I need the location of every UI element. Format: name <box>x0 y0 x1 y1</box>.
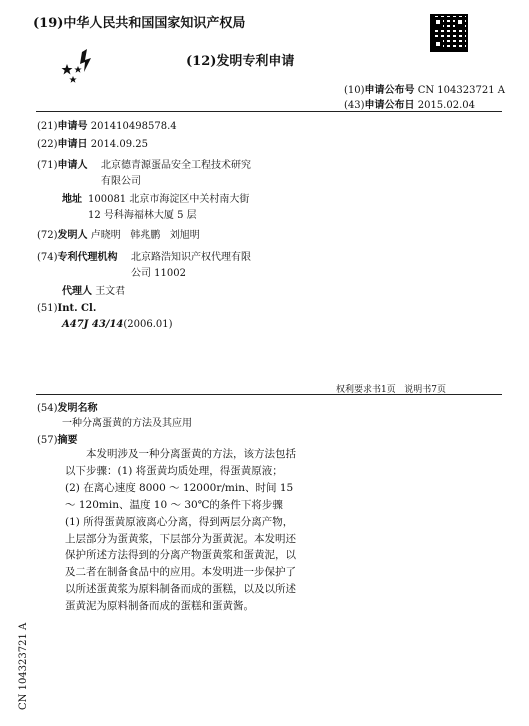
agency-label: 专利代理机构 <box>57 252 118 263</box>
abstract-section-header <box>37 431 78 446</box>
pub-no-code: (10) <box>344 85 365 96</box>
doc-type-label: 发明专利申请 <box>216 54 295 69</box>
agent-value: 王文君 <box>95 286 126 297</box>
pub-no-value: CN 104323721 A <box>417 85 505 96</box>
applicant-row <box>37 156 88 171</box>
agent-label: 代理人 <box>62 286 92 297</box>
title-section-header <box>37 399 98 414</box>
title-label: 发明名称 <box>57 403 98 414</box>
applicant-line-1: 北京德青源蛋品安全工程技术研究 <box>101 160 251 171</box>
applicant-line-2: 有限公司 <box>101 176 141 187</box>
application-number-row <box>37 117 177 132</box>
agency-code: (74) <box>37 252 58 263</box>
inventor-row <box>37 226 200 241</box>
intcl-label: Int. Cl. <box>57 303 97 314</box>
intcl-version: (2006.01) <box>123 319 173 330</box>
inventor-code: (72) <box>37 230 58 241</box>
office-header <box>33 12 245 31</box>
abstract-code: (57) <box>37 435 58 446</box>
qr-finder-icon <box>433 17 443 27</box>
abstract-text: 本发明涉及一种分离蛋黄的方法，该方法包括以下步骤：(1) 将蛋黄均质处理，得蛋黄原液；(2) 在离心速度 8000 ～ 12000r/min、时间 15 ～ 120min、温度 10 ～ 30℃的条件下将步骤 (1) 所得蛋黄原液离心分离，得到两层分离产物，上层部分为蛋黄浆，下层部分为蛋黄泥。本发明还保护所述方法得到的分离产物蛋黄浆和蛋黄泥，以及二者在制备食品中的应用。本发明进一步保护了以所述蛋黄浆为原料制备而成的蛋糕，以及以所述蛋黄泥为原料制备而成的蛋糕和蛋黄酱。 <box>65 448 296 613</box>
qr-code-icon <box>430 14 468 52</box>
section-divider <box>36 394 502 395</box>
publication-date-row <box>344 96 475 111</box>
intcl-code: (51) <box>37 303 58 314</box>
int-cl-row <box>37 303 96 314</box>
agency-line-2: 公司 11002 <box>131 268 186 279</box>
agent-row <box>62 282 125 297</box>
int-cl-class-row <box>62 319 173 330</box>
sipo-star-logo-icon <box>60 46 100 86</box>
app-date-label: 申请日 <box>57 139 88 150</box>
office-name: 中华人民共和国国家知识产权局 <box>63 16 246 31</box>
app-date-code: (22) <box>37 139 58 150</box>
pub-date-code: (43) <box>344 100 365 111</box>
app-no-label: 申请号 <box>57 121 88 132</box>
page-count-note: 权利要求书1页 说明书7页 <box>336 385 447 395</box>
qr-finder-icon <box>455 17 465 27</box>
side-publication-number: CN 104323721 A <box>18 622 29 710</box>
address-line-1: 100081 北京市海淀区中关村南大街 <box>88 194 250 205</box>
pub-date-value: 2015.02.04 <box>417 100 475 111</box>
application-date-row <box>37 135 148 150</box>
qr-finder-icon <box>433 39 443 49</box>
publication-number-row <box>344 81 505 96</box>
applicant-label: 申请人 <box>57 160 88 171</box>
app-no-code: (21) <box>37 121 58 132</box>
agency-row <box>37 248 118 263</box>
header-divider <box>36 111 502 112</box>
pub-no-label: 申请公布号 <box>364 85 415 96</box>
office-code: (19) <box>33 16 64 31</box>
address-line-2: 12 号科海福林大厦 5 层 <box>88 210 197 221</box>
doc-type-code: (12) <box>186 54 217 69</box>
abstract-body <box>65 446 297 615</box>
agency-line-1: 北京路浩知识产权代理有限 <box>131 252 251 263</box>
intcl-class: A47J 43/14 <box>62 319 124 330</box>
address-label: 地址 <box>62 194 82 205</box>
inventor-label: 发明人 <box>57 230 88 241</box>
inventor-names: 卢晓明 韩兆鹏 刘旭明 <box>90 230 200 241</box>
app-date-value: 2014.09.25 <box>90 139 148 150</box>
title-code: (54) <box>37 403 58 414</box>
pub-date-label: 申请公布日 <box>364 100 415 111</box>
invention-title: 一种分离蛋黄的方法及其应用 <box>62 418 192 429</box>
app-no-value: 201410498578.4 <box>90 121 177 132</box>
document-type <box>186 50 294 69</box>
applicant-code: (71) <box>37 160 58 171</box>
abstract-label: 摘要 <box>57 435 78 446</box>
